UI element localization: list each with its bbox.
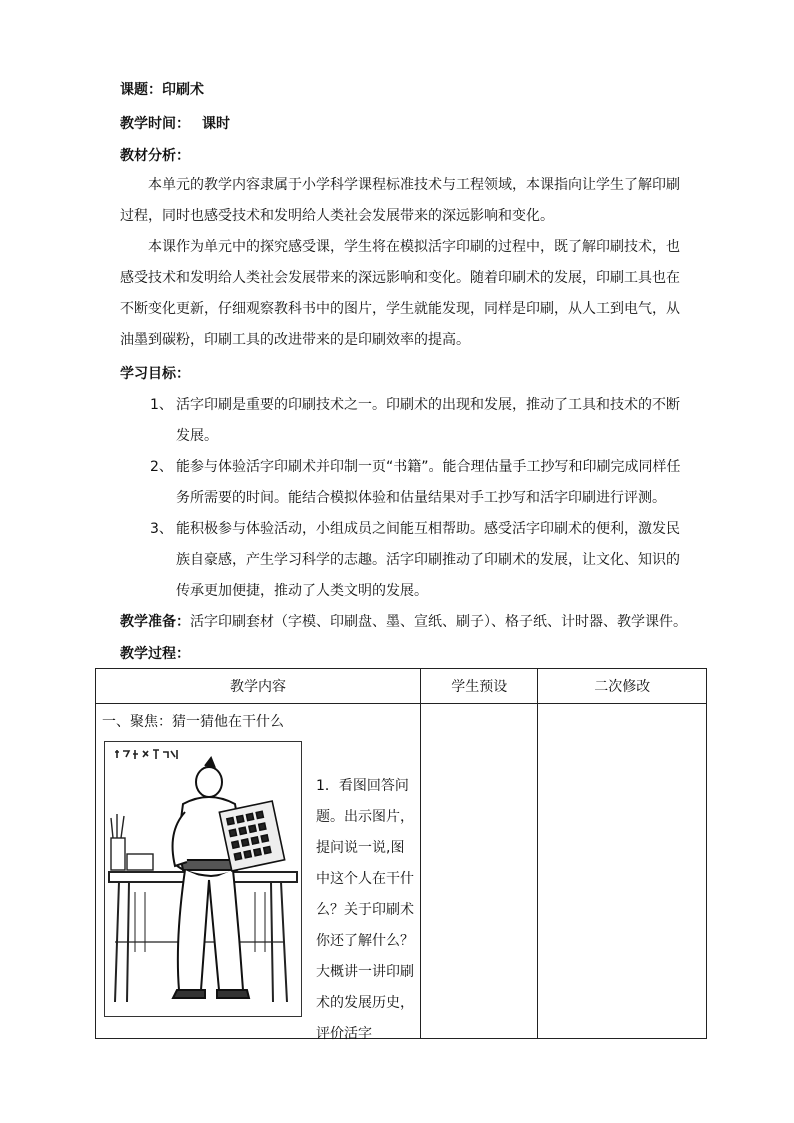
header-teaching-content: 教学内容	[96, 669, 421, 704]
teaching-time	[120, 114, 230, 134]
prep-text: 活字印刷套材（字模、印刷盘、墨、宣纸、刷子）、格子纸、计时器、教学课件。	[190, 614, 687, 630]
goal-text: 活字印刷是重要的印刷技术之一。印刷术的出现和发展，推动了工具和技术的不断发展。	[176, 397, 680, 444]
goal-text: 能积极参与体验活动，小组成员之间能互相帮助。感受活字印刷术的便利，激发民族自豪感，产生学习科学的志趣。活字印刷推动了印刷术的发展，让文化、知识的传承更加便捷，推动了人类文明的发展。	[176, 521, 680, 599]
analysis-heading: 教材分析：	[120, 148, 190, 164]
revision-cell	[538, 704, 707, 1039]
teaching-prep	[120, 612, 687, 632]
goal-text: 能参与体验活字印刷术并印制一页“书籍”。能合理估量手工抄写和印刷完成同样任务所需要的时间。能结合模拟体验和估量结果对手工抄写和活字印刷进行评测。	[176, 459, 681, 506]
title-value: 印刷术	[162, 82, 204, 98]
header-revision: 二次修改	[538, 669, 707, 704]
goal-number: 3、	[150, 521, 173, 537]
section-steps-text: 1．看图回答问题。出示图片，提问说一说,图中这个人在干什么？关于印刷术你还了解什么？大概讲一讲印刷术的发展历史，评价活字	[316, 778, 414, 1042]
goal-item	[150, 390, 690, 452]
time-value: 课时	[202, 116, 230, 132]
title-label: 课题：	[120, 82, 162, 98]
header-student-expectation: 学生预设	[421, 669, 538, 704]
teaching-content-cell	[96, 704, 421, 1042]
table-row	[96, 704, 707, 1039]
process-heading: 教学过程：	[120, 646, 190, 662]
table-header-row	[96, 669, 707, 704]
goal-item	[150, 452, 690, 514]
printer-craftsman-illustration	[104, 741, 302, 1017]
lesson-title	[120, 80, 204, 100]
analysis-paragraph-2: 本课作为单元中的探究感受课，学生将在模拟活字印刷的过程中，既了解印刷技术，也感受技术和发明给人类社会发展带来的深远影响和变化。随着印刷术的发展，印刷工具也在不断变化更新，仔细观察教科书中的图片，学生就能发现，同样是印刷，从人工到电气，从油墨到碳粉，印刷工具的改进带来的是印刷效率的提高。	[120, 239, 680, 348]
prep-label: 教学准备：	[120, 614, 190, 630]
goal-number: 2、	[150, 459, 173, 475]
time-label: 教学时间：	[120, 116, 190, 132]
goal-item	[150, 514, 690, 607]
illustration-icon	[105, 742, 301, 1016]
goals-heading: 学习目标：	[120, 366, 190, 382]
goal-number: 1、	[150, 397, 173, 413]
student-expectation-cell	[421, 704, 538, 1039]
section-title: 一、聚焦：猜一猜他在干什么	[102, 714, 284, 730]
analysis-paragraph-1: 本单元的教学内容隶属于小学科学课程标准技术与工程领域，本课指向让学生了解印刷过程，同时也感受技术和发明给人类社会发展带来的深远影响和变化。	[120, 177, 680, 224]
process-table	[95, 668, 707, 1042]
